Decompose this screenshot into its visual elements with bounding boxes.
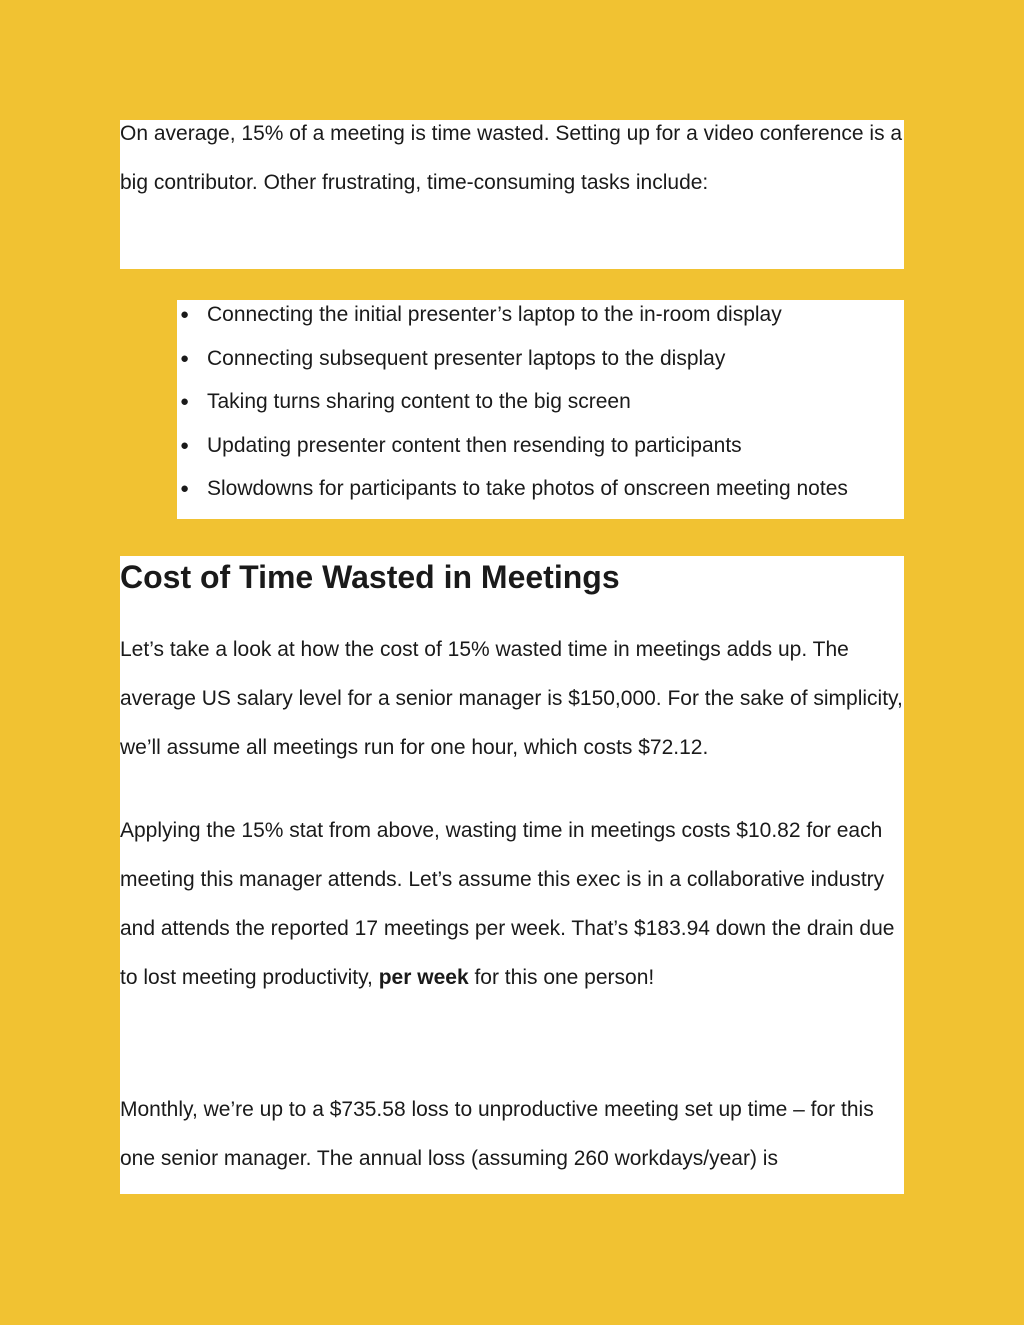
paragraph-weekly-cost <box>120 806 904 1002</box>
paragraph-monthly-cost: Monthly, we’re up to a $735.58 loss to unproductive meeting set up time – for this one senior manager. The annual loss (assuming 260 workdays/year) is <box>120 1098 874 1170</box>
paragraph-cost-intro: Let’s take a look at how the cost of 15% wasted time in meetings adds up. The average US salary level for a senior manager is $150,000. For the sake of simplicity, we’ll assume all meetings run for one hour, which costs $72.12. <box>120 638 903 759</box>
paragraph-weekly-cost-text: Applying the 15% stat from above, wasting time in meetings costs $10.82 for each meeting this manager attends. Let’s assume this exec is in a collaborative industry and attends the reported 17 meetings per week. That’s $183.94 down the drain due to lost meeting productivity, <box>120 819 895 989</box>
list-item <box>177 380 904 424</box>
list-item-text: Connecting subsequent presenter laptops to the display <box>207 346 726 370</box>
list-item-text: Slowdowns for participants to take photos of onscreen meeting notes <box>207 477 848 500</box>
bullet-icon: ● <box>180 306 190 323</box>
bullet-icon: ● <box>180 393 190 410</box>
list-item-text: Taking turns sharing content to the big screen <box>207 390 631 413</box>
bullet-icon: ● <box>180 349 190 367</box>
list-item <box>177 467 904 511</box>
list-item <box>177 293 904 337</box>
list-item-text: Connecting the initial presenter’s laptop to the in-room display <box>207 303 782 326</box>
bullet-list <box>177 300 904 518</box>
bullet-list-block <box>177 300 904 519</box>
bullet-icon: ● <box>180 480 190 497</box>
intro-block <box>120 120 904 269</box>
intro-paragraph: On average, 15% of a meeting is time wasted. Setting up for a video conference is a big contributor. Other frustrating, time-consuming tasks include: <box>120 122 903 194</box>
list-item <box>177 424 904 468</box>
list-item-text: Updating presenter content then resending to participants <box>207 433 742 457</box>
section-heading: Cost of Time Wasted in Meetings <box>120 559 620 595</box>
cost-section-block <box>120 556 904 1194</box>
bullet-icon: ● <box>180 436 190 454</box>
paragraph-weekly-cost-end: for this one person! <box>468 966 655 989</box>
emphasis-per-week: per week <box>378 966 469 989</box>
list-item <box>177 337 904 381</box>
